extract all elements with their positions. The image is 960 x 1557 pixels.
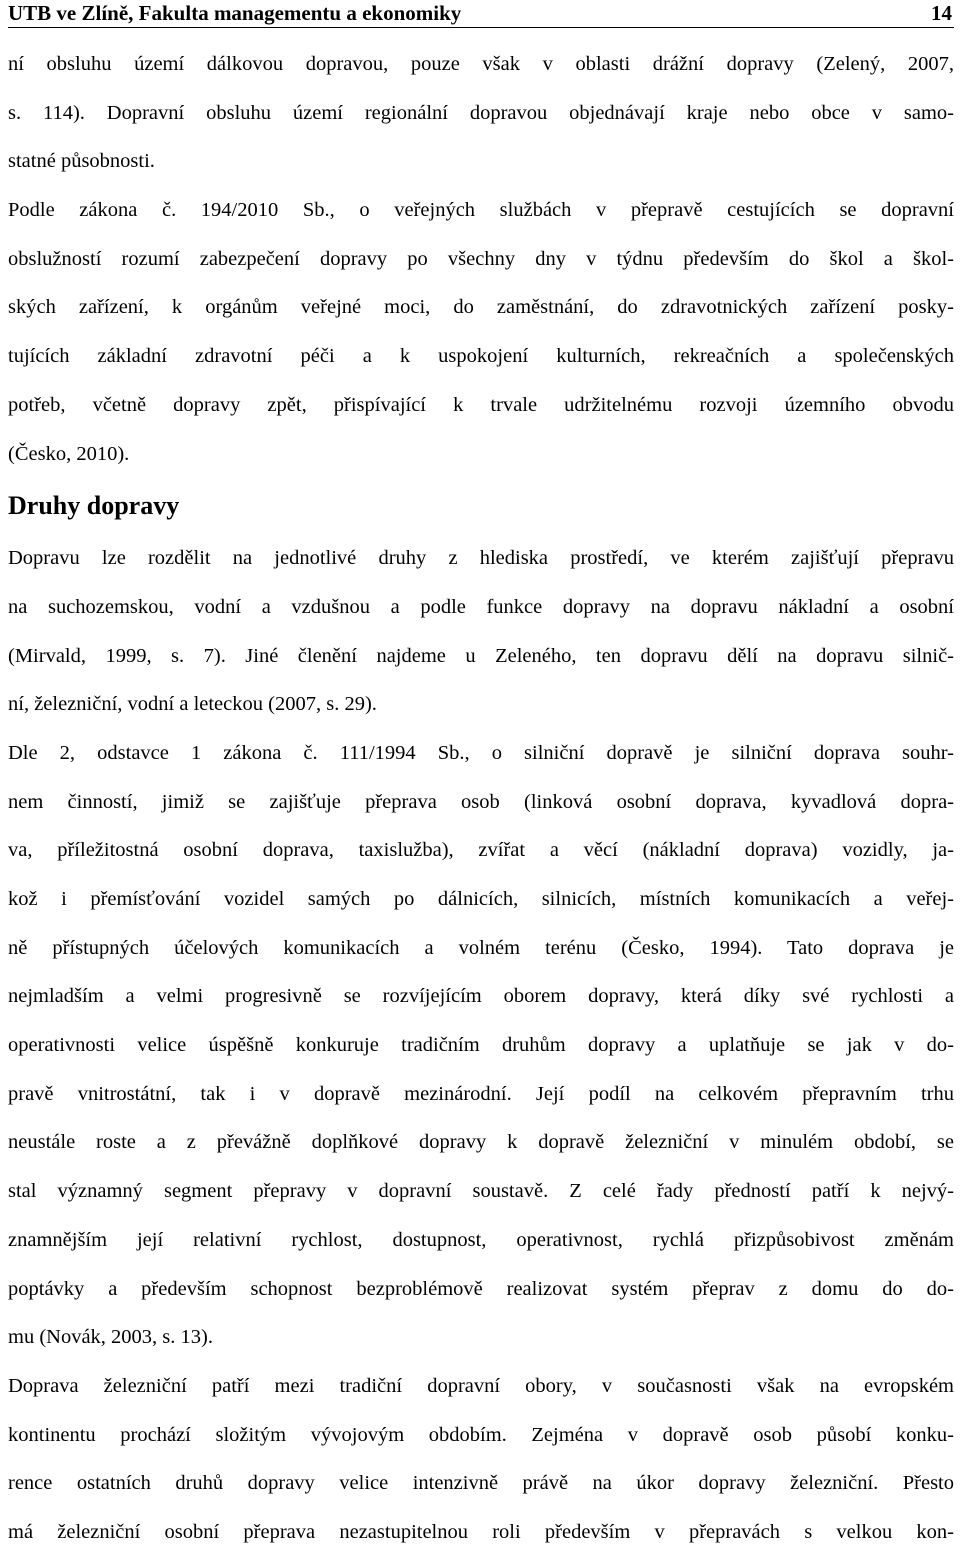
paragraph-2 [8, 186, 954, 478]
text-line: Dle 2, odstavce 1 zákona č. 111/1994 Sb., o silniční dopravě je silniční doprava souhr- [8, 741, 954, 764]
text-line: obslužností rozumí zabezpečení dopravy po všechny dny v týdnu především do škol a škol- [8, 247, 954, 270]
document-page [8, 0, 954, 1557]
text-line: ní, železniční, vodní a leteckou (2007, s. 29). [8, 693, 377, 716]
text-line: operativnosti velice úspěšně konkuruje tradičním druhům dopravy a uplatňuje se jak v do- [8, 1034, 954, 1057]
text-line: kož i přemísťování vozidel samých po dálnicích, silnicích, místních komunikacích a veřej- [8, 888, 954, 910]
text-line: stal významný segment přepravy v dopravní soustavě. Z celé řady předností patří k nejvý- [8, 1180, 954, 1203]
text-line: nejmladším a velmi progresivně se rozvíjejícím oborem dopravy, která díky své rychlosti a [8, 985, 954, 1008]
header-title: UTB ve Zlíně, Fakulta managementu a ekonomiky [8, 1, 462, 25]
text-line: Podle zákona č. 194/2010 Sb., o veřejných službách v přepravě cestujících se dopravní [8, 199, 954, 222]
running-header [8, 0, 954, 28]
text-line: znamnějším její relativní rychlost, dostupnost, operativnost, rychlá přizpůsobivost změnám [8, 1228, 954, 1251]
text-line: kontinentu prochází složitým vývojovým obdobím. Zejména v dopravě osob působí konku- [8, 1423, 954, 1446]
text-line: ní obsluhu území dálkovou dopravou, pouze však v oblasti drážní dopravy (Zelený, 2007, [8, 53, 954, 75]
text-line: nem činností, jimiž se zajišťuje přeprava osob (linková osobní doprava, kyvadlová dopra- [8, 790, 954, 813]
text-line: pravě vnitrostátní, tak i v dopravě mezinárodní. Její podíl na celkovém přepravním trhu [8, 1082, 954, 1105]
text-line: neustále roste a z převážně doplňkové dopravy k dopravě železniční v minulém období, se [8, 1131, 954, 1154]
paragraph-3 [8, 534, 954, 729]
paragraph-5 [8, 1362, 954, 1557]
text-line: (Česko, 2010). [8, 442, 130, 465]
text-line: tujících základní zdravotní péči a k uspokojení kulturních, rekreačních a společenských [8, 345, 954, 368]
text-line: (Mirvald, 1999, s. 7). Jiné členění najdeme u Zeleného, ten dopravu dělí na dopravu silnič- [8, 644, 954, 667]
text-line: potřeb, včetně dopravy zpět, přispívající k trvale udržitelnému rozvoji územního obvodu [8, 393, 954, 416]
text-line: na suchozemskou, vodní a vzdušnou a podle funkce dopravy na dopravu nákladní a osobní [8, 595, 954, 618]
page-number: 14 [931, 1, 952, 25]
text-line: statné působnosti. [8, 150, 155, 173]
text-line: poptávky a především schopnost bezproblémově realizovat systém přeprav z domu do do- [8, 1277, 954, 1300]
text-line: va, příležitostná osobní doprava, taxislužba), zvířat a věcí (nákladní doprava) vozidly, ja- [8, 839, 954, 862]
text-line: Doprava železniční patří mezi tradiční dopravní obory, v současnosti však na evropském [8, 1374, 954, 1397]
text-line: má železniční osobní přeprava nezastupitelnou roli především v přepravách s velkou kon- [8, 1520, 954, 1543]
text-line: Dopravu lze rozdělit na jednotlivé druhy z hlediska prostředí, ve kterém zajišťují přepravu [8, 547, 954, 570]
text-line: rence ostatních druhů dopravy velice intenzivně právě na úkor dopravy železniční. Přesto [8, 1472, 954, 1495]
paragraph-4 [8, 729, 954, 1362]
text-line: s. 114). Dopravní obsluhu území regionální dopravou objednávají kraje nebo obce v samo- [8, 101, 954, 124]
paragraph-1 [8, 40, 954, 186]
section-heading: Druhy dopravy [8, 491, 180, 521]
text-line: mu (Novák, 2003, s. 13). [8, 1326, 213, 1349]
text-line: ských zařízení, k orgánům veřejné moci, do zaměstnání, do zdravotnických zařízení posky- [8, 296, 954, 319]
text-line: ně přístupných účelových komunikacích a volném terénu (Česko, 1994). Tato doprava je [8, 936, 954, 959]
